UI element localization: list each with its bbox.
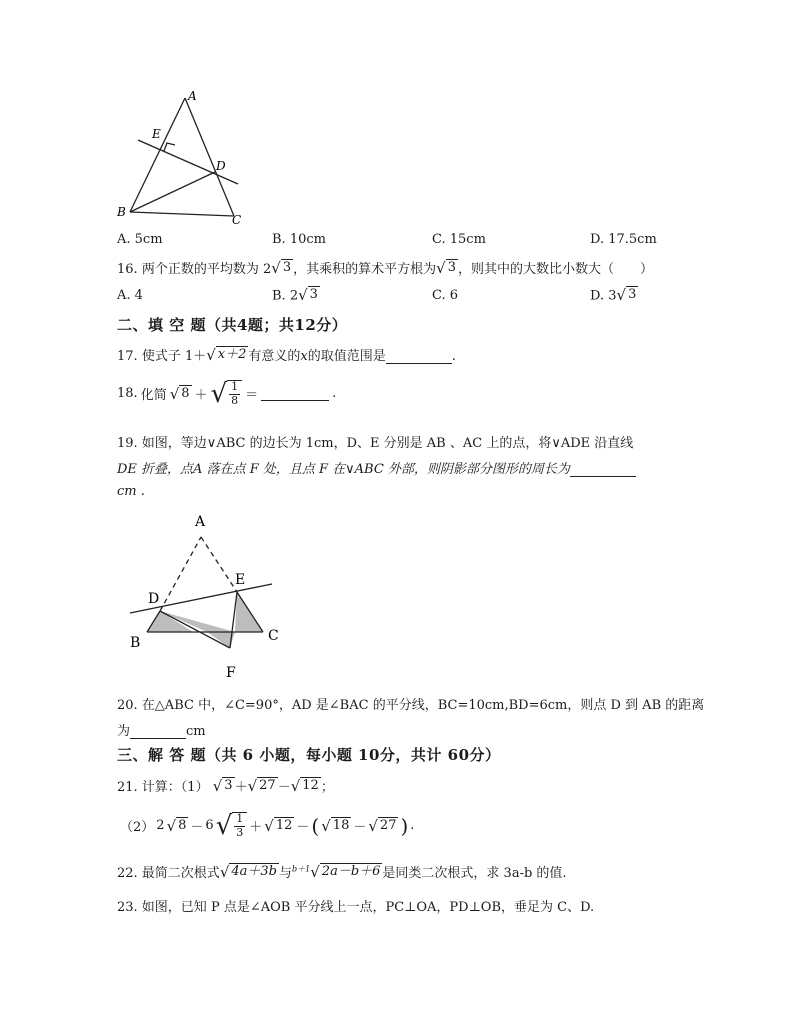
q20-blank[interactable] xyxy=(130,724,186,739)
q16-text-c: ，则其中的大数比小数大（ ） xyxy=(457,262,653,277)
q16-sqrt: √ 3 xyxy=(271,259,292,277)
question-21-part1: 21. 计算：（1） √ 3 ＋ √ 27 － √ 12 ； xyxy=(117,777,334,795)
question-17: 17. 使式子 1＋ √ x＋2 有意义的x的取值范围是 . xyxy=(117,346,456,364)
q15-option-c: C. 15cm xyxy=(432,232,486,247)
question-19-line1: 19. 如图，等边∨ABC 的边长为 1cm，D、E 分别是 AB 、AC 上的点，将∨ADE 沿直线 xyxy=(117,436,634,451)
q16-text-b: ，其乘积的算术平方根为 xyxy=(293,262,437,277)
q16-option-c: C. 6 xyxy=(432,288,459,303)
question-18: 18. 化简 √ 8 ＋ √ $\frac{1}{8}$ ＝ . xyxy=(117,379,337,410)
fig19-label-f: F xyxy=(226,665,236,681)
label-e: E xyxy=(152,127,161,141)
question-22: 22. 最简二次根式 √ 4a＋3b 与$^{b+1}$ √ 2a－b＋6 是同类二次根式，求 3a-b 的值. xyxy=(117,863,567,881)
question-19-line2: DE 折叠，点A 落在点 F 处，且点 F 在∨ABC 外部，则阴影部分图形的周长为 xyxy=(117,458,636,477)
question-21-part2: （2） 2 √ 8 － 6 √ $\frac{1}{3}$ ＋ √ 12 － ( √ 18 － √ 27 ) . xyxy=(120,811,415,842)
fig19-label-c: C xyxy=(268,628,279,644)
q16-option-d: D. 3 √ 3 xyxy=(590,285,637,304)
q16-text-a: 两个正数的平均数为 xyxy=(141,262,259,277)
q16-number: 16. xyxy=(117,262,138,277)
fig19-label-b: B xyxy=(130,635,141,651)
fig19-label-e: E xyxy=(235,572,246,588)
label-a: A xyxy=(188,89,197,103)
fold-figure-q19 xyxy=(125,510,290,682)
q16-sqrt2: √ 3 xyxy=(436,259,456,277)
label-b: B xyxy=(117,205,126,219)
question-19-line3: cm . xyxy=(117,484,145,499)
label-d: D xyxy=(216,159,226,173)
section-3-heading: 三、解 答 题（共 6 小题，每小题 10分，共计 60分） xyxy=(117,746,501,764)
q15-option-d: D. 17.5cm xyxy=(590,232,657,247)
triangle-figure-q15 xyxy=(110,88,260,228)
question-16 xyxy=(117,258,653,277)
q16-option-a: A. 4 xyxy=(117,288,143,303)
question-23: 23. 如图，已知 P 点是∠AOB 平分线上一点，PC⊥OA，PD⊥OB，垂足为 C、D. xyxy=(117,900,595,915)
q18-blank[interactable] xyxy=(261,386,329,401)
fig19-label-d: D xyxy=(148,591,160,607)
fig19-label-a: A xyxy=(195,514,206,530)
q17-blank[interactable] xyxy=(386,349,452,364)
q16-coef: 2 xyxy=(262,262,272,277)
label-c: C xyxy=(232,213,242,227)
question-20-line1: 20. 在△ABC 中，∠C=90°，AD 是∠BAC 的平分线，BC=10cm,BD=6cm，则点 D 到 AB 的距离 xyxy=(117,698,705,713)
q15-option-a: A. 5cm xyxy=(117,232,163,247)
q15-option-b: B. 10cm xyxy=(272,232,326,247)
section-2-heading: 二、填 空 题（共4题；共12分） xyxy=(117,316,348,334)
q16-option-b: B. 2 √ 3 xyxy=(272,285,318,304)
question-20-line2: 为 cm xyxy=(117,724,206,739)
q19-blank[interactable] xyxy=(570,462,636,477)
